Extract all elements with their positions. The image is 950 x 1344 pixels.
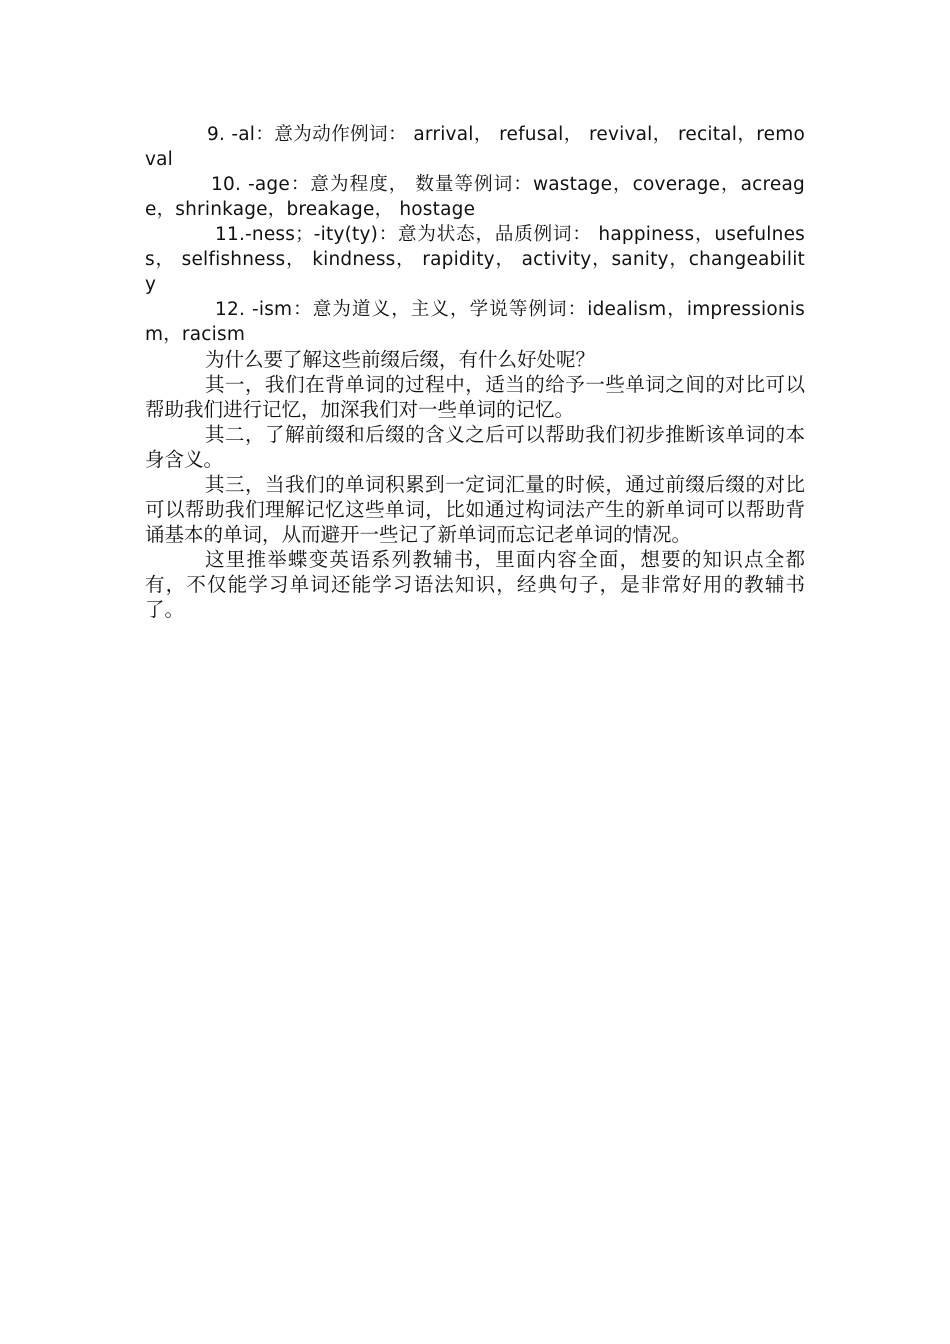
benefit-two-paragraph: 其二，了解前缀和后缀的含义之后可以帮助我们初步推断该单词的本身含义。	[145, 423, 805, 471]
suffix-al-item: 9. -al：意为动作例词： arrival， refusal， revival， recital，removal	[145, 124, 805, 170]
document-body	[145, 122, 805, 622]
benefit-three-paragraph: 其三，当我们的单词积累到一定词汇量的时候，通过前缀后缀的对比可以帮助我们理解记忆这些单词，比如通过构词法产生的新单词可以帮助背诵基本的单词，从而避开一些记了新单词而忘记老单词的情况。	[145, 473, 805, 546]
question-paragraph: 为什么要了解这些前缀后缀，有什么好处呢？	[205, 348, 596, 371]
suffix-age-item: 10. -age：意为程度， 数量等例词：wastage，coverage，acreage，shrinkage，breakage， hostage	[145, 174, 805, 220]
recommendation-paragraph: 这里推举蝶变英语系列教辅书，里面内容全面，想要的知识点全都有，不仅能学习单词还能学习语法知识，经典句子，是非常好用的教辅书了。	[145, 548, 805, 621]
benefit-one-paragraph: 其一，我们在背单词的过程中，适当的给予一些单词之间的对比可以帮助我们进行记忆，加深我们对一些单词的记忆。	[145, 373, 805, 421]
suffix-ness-ity-item: 11.-ness；-ity(ty)：意为状态，品质例词： happiness，usefulness， selfishness， kindness， rapidity， activity，sanity，changeability	[145, 224, 805, 295]
suffix-ism-item: 12. -ism：意为道义，主义，学说等例词：idealism，impressionism，racism	[145, 299, 805, 345]
